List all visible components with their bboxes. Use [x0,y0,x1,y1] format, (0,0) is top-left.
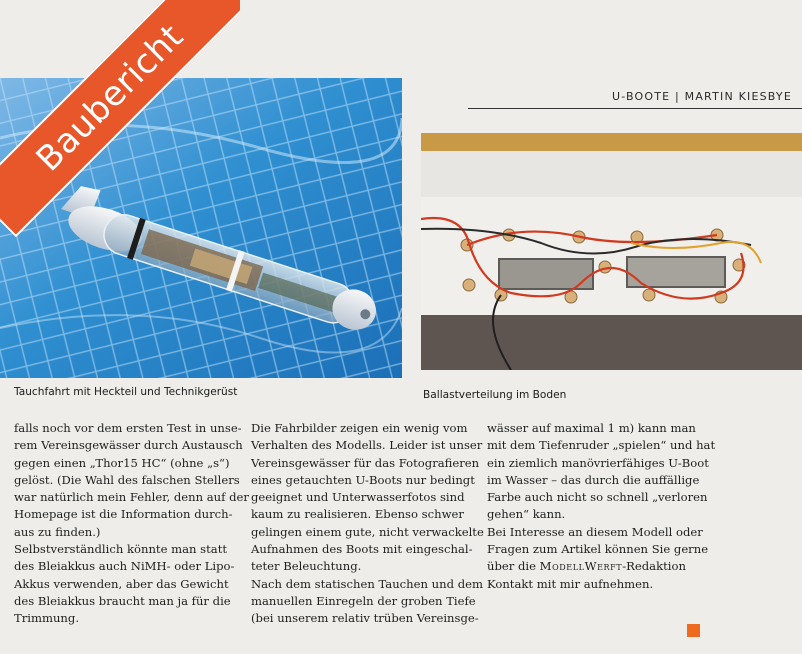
text-line: des Bleiakkus auch NiMH- oder Lipo- [14,559,235,574]
text-line: Die Fahrbilder zeigen ein wenig vom [251,421,468,435]
text-column-1 [14,420,249,628]
text-line: Vereinsgewässer für das Fotografieren [251,455,480,470]
header-rule [468,108,802,109]
text-line: ein ziemlich manövrierfähiges U-Boot [487,455,709,470]
text-line: Trimmung. [14,611,80,626]
text-fragment: über die [487,559,540,574]
text-line: Homepage ist die Information durch- [14,507,233,522]
text-line: Kontakt mit mir aufnehmen. [487,576,654,591]
text-line: Verhalten des Modells. Leider ist unser [251,438,483,453]
text-line: mit dem Tiefenruder „spielen“ und hat [487,438,716,453]
head-separator: | [675,90,680,103]
text-line: gegen einen „Thor15 HC“ (ohne „s“) [14,455,230,470]
banner-ribbon [0,0,240,237]
article-end-marker [687,624,700,637]
text-column-2 [251,420,484,628]
text-line: Selbstverständlich könnte man statt [14,542,228,557]
text-line: Bei Interesse an diesem Modell oder [487,524,703,539]
text-line: eines getauchten U-Boots nur bedingt [251,472,475,487]
text-line: geeignet und Unterwasserfotos sind [251,490,465,505]
running-head [612,90,792,103]
author-name: MARTIN KIESBYE [684,90,792,103]
text-line: (bei unserem relativ trüben Vereinsge- [251,611,479,626]
text-fragment: -Redaktion [622,559,686,574]
text-column-3 [487,420,717,593]
text-line: kaum zu realisieren. Ebenso schwer [251,507,464,522]
text-line: Nach dem statischen Tauchen und dem [251,576,483,591]
corner-banner [0,0,240,240]
text-line: gelingen einem gute, nicht verwackelte [251,524,484,539]
text-line: rem Vereinsgewässer durch Austausch [14,438,243,453]
text-line: aus zu finden.) [14,524,101,539]
text-line: gelöst. (Die Wahl des falschen Stellers [14,472,240,487]
section-name: U-BOOTE [611,90,671,103]
text-line: war natürlich mein Fehler, denn auf der [14,490,249,505]
text-line: wässer auf maximal 1 m) kann man [487,421,696,435]
magazine-name: ModellWerft [539,559,623,574]
text-line: manuellen Einregeln der groben Tiefe [251,593,476,608]
ballast-board-image [421,133,802,370]
text-line: gehen“ kann. [487,507,566,522]
caption-right: Ballastverteilung im Boden [423,389,567,401]
photo-ballast-board [421,133,802,370]
text-line: im Wasser – das durch die auffällige [487,472,700,487]
text-line: Aufnahmen des Boots mit eingeschal- [251,542,473,557]
text-line [487,558,717,575]
text-line: des Bleiakkus braucht man ja für die [14,593,231,608]
text-line: Akkus verwenden, aber das Gewicht [14,576,229,591]
text-line: teter Beleuchtung. [251,559,362,574]
text-line: falls noch vor dem ersten Test in unse- [14,421,242,435]
text-line: Fragen zum Artikel können Sie gerne [487,542,709,557]
caption-left: Tauchfahrt mit Heckteil und Technikgerüst [14,386,238,398]
text-line: Farbe auch nicht so schnell „verloren [487,490,708,505]
banner-label: Baubericht [28,16,192,180]
